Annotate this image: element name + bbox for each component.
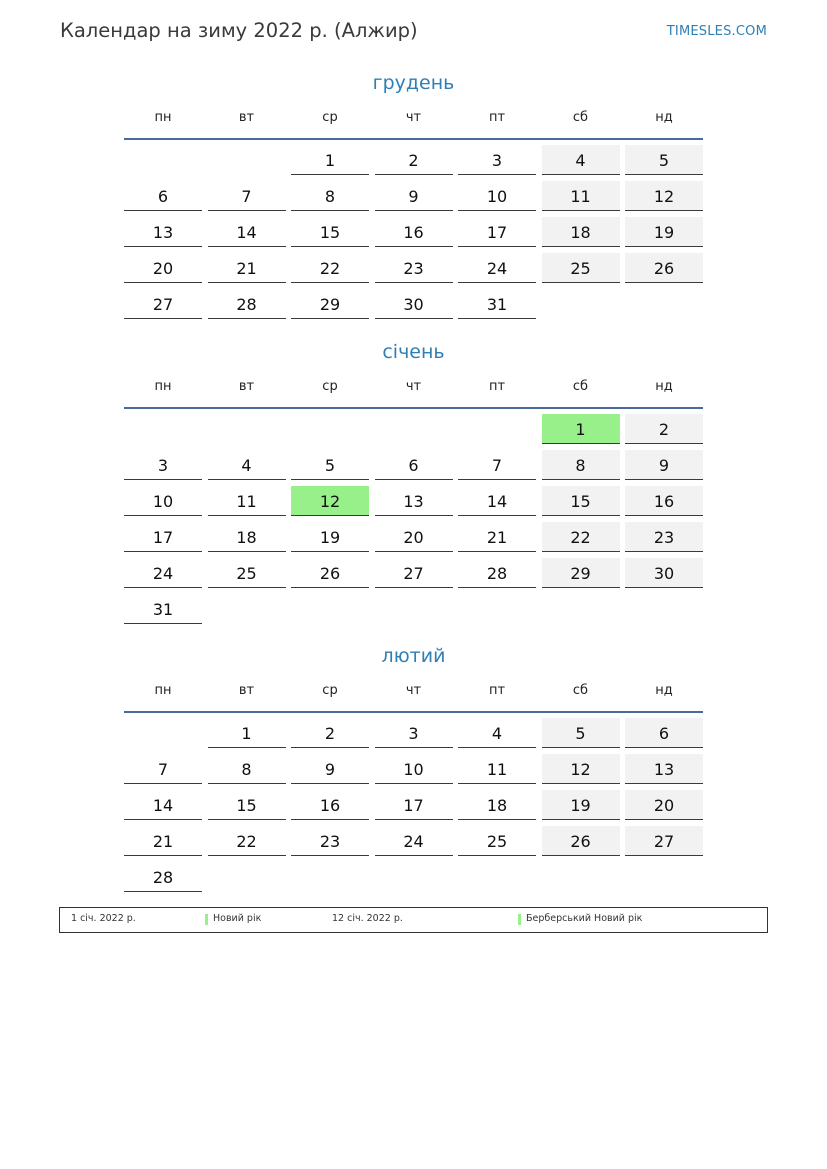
day-cell: 23 bbox=[375, 253, 453, 283]
day-cell: 26 bbox=[625, 253, 703, 283]
legend-color-swatch bbox=[518, 914, 521, 925]
weekday-label: вт bbox=[238, 683, 255, 698]
day-cell: 20 bbox=[375, 522, 453, 552]
day-cell: 27 bbox=[625, 826, 703, 856]
day-cell: 17 bbox=[124, 522, 202, 552]
day-cell: 21 bbox=[124, 826, 202, 856]
weekday-label: нд bbox=[655, 379, 673, 394]
site-link[interactable]: TIMESLES.COM bbox=[666, 24, 767, 39]
day-cell: 10 bbox=[375, 754, 453, 784]
day-cell: 25 bbox=[208, 558, 286, 588]
day-cell: 24 bbox=[124, 558, 202, 588]
legend-color-swatch bbox=[205, 914, 208, 925]
day-cell: 6 bbox=[124, 181, 202, 211]
day-cell: 24 bbox=[458, 253, 536, 283]
day-cell: 22 bbox=[291, 253, 369, 283]
weekday-label: нд bbox=[655, 683, 673, 698]
day-cell: 22 bbox=[208, 826, 286, 856]
day-cell: 12 bbox=[625, 181, 703, 211]
weekday-label: пн bbox=[154, 683, 172, 698]
weekday-label: пт bbox=[488, 379, 506, 394]
day-cell: 13 bbox=[625, 754, 703, 784]
month-name: грудень bbox=[372, 72, 455, 94]
day-cell: 7 bbox=[124, 754, 202, 784]
weekday-header bbox=[124, 371, 703, 409]
page-title: Календар на зиму 2022 р. (Алжир) bbox=[60, 19, 418, 42]
month-name: січень bbox=[382, 341, 445, 363]
day-cell: 11 bbox=[542, 181, 620, 211]
day-cell: 10 bbox=[458, 181, 536, 211]
weekday-label: сб bbox=[572, 683, 589, 698]
weekday-label: ср bbox=[322, 379, 338, 394]
legend-holiday-1: Новий рік bbox=[213, 913, 262, 924]
day-grid bbox=[124, 718, 703, 898]
day-cell: 13 bbox=[124, 217, 202, 247]
legend-date-1: 1 січ. 2022 р. bbox=[71, 913, 136, 924]
day-cell: 4 bbox=[542, 145, 620, 175]
day-cell: 3 bbox=[458, 145, 536, 175]
day-cell: 15 bbox=[542, 486, 620, 516]
day-cell: 27 bbox=[375, 558, 453, 588]
day-cell: 4 bbox=[208, 450, 286, 480]
day-cell: 29 bbox=[542, 558, 620, 588]
day-cell: 18 bbox=[458, 790, 536, 820]
day-cell: 20 bbox=[124, 253, 202, 283]
weekday-label: нд bbox=[655, 110, 673, 125]
day-cell: 30 bbox=[375, 289, 453, 319]
day-cell: 15 bbox=[291, 217, 369, 247]
day-cell: 19 bbox=[625, 217, 703, 247]
day-cell: 4 bbox=[458, 718, 536, 748]
day-cell: 26 bbox=[542, 826, 620, 856]
day-cell: 14 bbox=[458, 486, 536, 516]
legend-holiday-2: Берберський Новий рік bbox=[526, 913, 643, 924]
day-cell: 15 bbox=[208, 790, 286, 820]
weekday-label: пт bbox=[488, 110, 506, 125]
day-cell: 20 bbox=[625, 790, 703, 820]
weekday-header bbox=[124, 675, 703, 713]
month-name: лютий bbox=[381, 645, 446, 667]
day-cell: 1 bbox=[291, 145, 369, 175]
day-cell: 23 bbox=[625, 522, 703, 552]
day-cell: 7 bbox=[458, 450, 536, 480]
weekday-label: ср bbox=[322, 110, 338, 125]
day-cell: 10 bbox=[124, 486, 202, 516]
day-cell: 25 bbox=[542, 253, 620, 283]
day-cell: 14 bbox=[124, 790, 202, 820]
day-cell: 5 bbox=[542, 718, 620, 748]
weekday-label: пн bbox=[154, 379, 172, 394]
day-cell: 31 bbox=[124, 594, 202, 624]
day-cell: 1 bbox=[542, 414, 620, 444]
weekday-label: чт bbox=[405, 110, 422, 125]
day-cell: 22 bbox=[542, 522, 620, 552]
day-cell: 25 bbox=[458, 826, 536, 856]
weekday-label: чт bbox=[405, 683, 422, 698]
day-cell: 31 bbox=[458, 289, 536, 319]
day-cell: 19 bbox=[542, 790, 620, 820]
day-cell: 17 bbox=[375, 790, 453, 820]
day-cell: 1 bbox=[208, 718, 286, 748]
weekday-label: ср bbox=[322, 683, 338, 698]
day-cell: 5 bbox=[625, 145, 703, 175]
day-cell: 9 bbox=[375, 181, 453, 211]
legend-date-2: 12 січ. 2022 р. bbox=[332, 913, 403, 924]
day-cell: 18 bbox=[542, 217, 620, 247]
holiday-legend bbox=[59, 907, 768, 933]
weekday-label: сб bbox=[572, 110, 589, 125]
day-cell: 26 bbox=[291, 558, 369, 588]
day-cell: 9 bbox=[625, 450, 703, 480]
month-december bbox=[124, 68, 703, 325]
day-cell: 29 bbox=[291, 289, 369, 319]
day-cell: 19 bbox=[291, 522, 369, 552]
day-cell: 8 bbox=[291, 181, 369, 211]
weekday-label: чт bbox=[405, 379, 422, 394]
day-cell: 12 bbox=[542, 754, 620, 784]
day-cell: 2 bbox=[291, 718, 369, 748]
weekday-label: сб bbox=[572, 379, 589, 394]
day-cell: 16 bbox=[375, 217, 453, 247]
day-cell: 8 bbox=[208, 754, 286, 784]
weekday-header bbox=[124, 102, 703, 140]
weekday-label: вт bbox=[238, 379, 255, 394]
month-february bbox=[124, 641, 703, 898]
day-cell: 12 bbox=[291, 486, 369, 516]
day-cell: 24 bbox=[375, 826, 453, 856]
weekday-label: пт bbox=[488, 683, 506, 698]
day-cell: 2 bbox=[375, 145, 453, 175]
day-grid bbox=[124, 414, 703, 630]
day-cell: 11 bbox=[208, 486, 286, 516]
day-cell: 6 bbox=[375, 450, 453, 480]
day-cell: 28 bbox=[458, 558, 536, 588]
day-cell: 18 bbox=[208, 522, 286, 552]
day-cell: 9 bbox=[291, 754, 369, 784]
day-cell: 2 bbox=[625, 414, 703, 444]
day-cell: 21 bbox=[458, 522, 536, 552]
day-cell: 27 bbox=[124, 289, 202, 319]
day-cell: 14 bbox=[208, 217, 286, 247]
day-cell: 3 bbox=[124, 450, 202, 480]
day-cell: 13 bbox=[375, 486, 453, 516]
day-cell: 16 bbox=[291, 790, 369, 820]
day-cell: 21 bbox=[208, 253, 286, 283]
day-cell: 7 bbox=[208, 181, 286, 211]
day-cell: 30 bbox=[625, 558, 703, 588]
day-cell: 5 bbox=[291, 450, 369, 480]
day-cell: 28 bbox=[124, 862, 202, 892]
month-january bbox=[124, 337, 703, 630]
weekday-label: вт bbox=[238, 110, 255, 125]
day-cell: 8 bbox=[542, 450, 620, 480]
day-grid bbox=[124, 145, 703, 325]
day-cell: 23 bbox=[291, 826, 369, 856]
day-cell: 16 bbox=[625, 486, 703, 516]
day-cell: 11 bbox=[458, 754, 536, 784]
weekday-label: пн bbox=[154, 110, 172, 125]
day-cell: 28 bbox=[208, 289, 286, 319]
day-cell: 6 bbox=[625, 718, 703, 748]
day-cell: 3 bbox=[375, 718, 453, 748]
day-cell: 17 bbox=[458, 217, 536, 247]
